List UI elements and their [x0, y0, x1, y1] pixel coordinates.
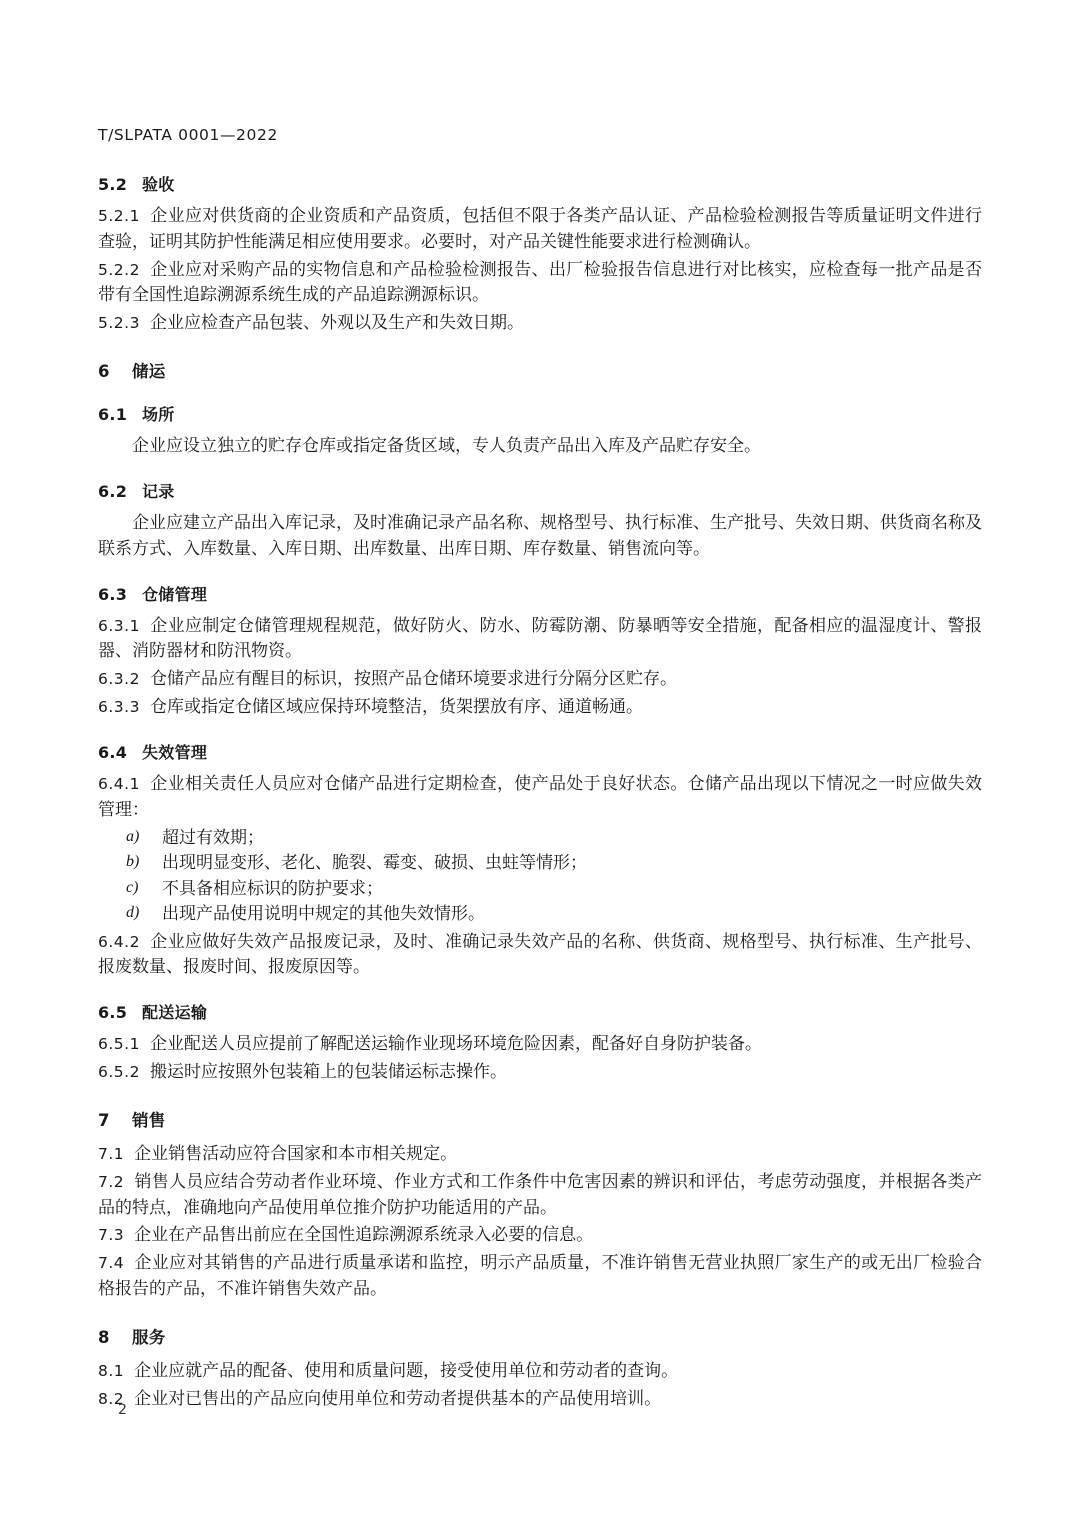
list-item: [98, 825, 982, 851]
failure-conditions-list: [98, 825, 982, 927]
paragraph-text: 仓储产品应有醒目的标识，按照产品仓储环境要求进行分隔分区贮存。: [149, 669, 677, 689]
heading-text: 配送运输: [142, 1003, 208, 1023]
paragraph-text: 企业应做好失效产品报废记录，及时、准确记录失效产品的名称、供货商、规格型号、执行标准、生产批号、报废数量、报废时间、报废原因等。: [98, 931, 982, 977]
paragraph-label: 5.2.1: [98, 207, 140, 225]
heading-6-2: [98, 479, 982, 502]
paragraph-label: 7.3: [98, 1226, 125, 1245]
paragraph-label: 8.1: [98, 1361, 125, 1380]
list-marker: a): [126, 827, 140, 845]
paragraph-label: 6.4.2: [98, 932, 140, 951]
paragraph-6-5-1: [98, 1031, 982, 1057]
paragraph-8-1: [98, 1358, 982, 1384]
paragraph-6-3-2: [98, 666, 982, 692]
heading-number: 6: [98, 362, 110, 382]
paragraph-7-4: [98, 1250, 982, 1302]
paragraph-5-2-1: [98, 203, 982, 255]
paragraph-5-2-2: [98, 257, 982, 309]
paragraph-label: 7.4: [98, 1254, 125, 1273]
paragraph-label: 7.1: [98, 1144, 125, 1163]
heading-text: 记录: [142, 481, 175, 501]
heading-number: 6.1: [98, 405, 128, 425]
heading-number: 8: [98, 1327, 110, 1347]
heading-6-4: [98, 740, 982, 763]
paragraph-6-3-3: [98, 694, 982, 720]
paragraph-8-2: [98, 1386, 982, 1412]
heading-8: [98, 1324, 982, 1348]
paragraph-6-2: 企业应建立产品出入库记录，及时准确记录产品名称、规格型号、执行标准、生产批号、失效日期、供货商名称及联系方式、入库数量、入库日期、出库数量、出库日期、库存数量、销售流向等。: [98, 512, 982, 558]
list-item: [98, 901, 982, 927]
heading-6-1: [98, 402, 982, 425]
paragraph-text: 企业应对其销售的产品进行质量承诺和监控，明示产品质量，不准许销售无营业执照厂家生产的或无出厂检验合格报告的产品，不准许销售失效产品。: [98, 1253, 982, 1299]
heading-5-2: [98, 172, 982, 195]
paragraph-text: 企业销售活动应符合国家和本市相关规定。: [134, 1143, 458, 1163]
heading-number: 6.5: [98, 1003, 128, 1023]
paragraph-text: 企业应对供货商的企业资质和产品资质，包括但不限于各类产品认证、产品检验检测报告等质量证明文件进行查验，证明其防护性能满足相应使用要求。必要时，对产品关键性能要求进行检测确认。: [98, 206, 982, 251]
page-header: T/SLPATA 0001—2022: [98, 126, 278, 144]
paragraph-text: 企业应对采购产品的实物信息和产品检验检测报告、出厂检验报告信息进行对比核实，应检查每一批产品是否带有全国性追踪溯源系统生成的产品追踪溯源标识。: [98, 259, 982, 305]
heading-text: 失效管理: [142, 742, 208, 762]
paragraph-7-1: [98, 1141, 982, 1167]
paragraph-text: 企业应制定仓储管理规程规范，做好防火、防水、防霉防潮、防暴晒等安全措施，配备相应的温湿度计、警报器、消防器材和防汛物资。: [98, 615, 982, 661]
heading-text: 场所: [142, 405, 175, 425]
paragraph-6-4-1: [98, 771, 982, 823]
heading-6: [98, 358, 982, 382]
paragraph-label: 6.3.2: [98, 670, 140, 689]
heading-text: 仓储管理: [142, 584, 208, 604]
paragraph-text: 企业应就产品的配备、使用和质量问题，接受使用单位和劳动者的查询。: [134, 1360, 679, 1380]
heading-number: 6.3: [98, 584, 128, 604]
paragraph-label: 6.3.3: [98, 698, 140, 717]
paragraph-6-3-1: [98, 613, 982, 665]
paragraph-label: 7.2: [98, 1172, 125, 1191]
list-item: [98, 876, 982, 902]
paragraph-text: 搬运时应按照外包装箱上的包装储运标志操作。: [149, 1062, 507, 1082]
paragraph-6-5-2: [98, 1059, 982, 1085]
list-text: 出现明显变形、老化、脆裂、霉变、破损、虫蛀等情形；: [162, 853, 587, 873]
heading-number: 5.2: [98, 175, 128, 194]
list-marker: b): [126, 853, 140, 871]
page-number: 2: [118, 1402, 127, 1418]
paragraph-label: 5.2.3: [98, 314, 140, 333]
paragraph-label: 6.5.1: [98, 1035, 140, 1054]
paragraph-7-2: [98, 1169, 982, 1221]
list-item: [98, 850, 982, 876]
paragraph-label: 6.4.1: [98, 774, 140, 793]
paragraph-text: 企业相关责任人员应对仓储产品进行定期检查，使产品处于良好状态。仓储产品出现以下情况之一时应做失效管理：: [98, 773, 982, 819]
heading-text: 销售: [132, 1110, 166, 1130]
heading-text: 储运: [132, 362, 166, 382]
heading-number: 6.4: [98, 742, 128, 762]
paragraph-label: 5.2.2: [98, 260, 140, 279]
paragraph-7-3: [98, 1222, 982, 1248]
list-text: 超过有效期；: [162, 827, 264, 847]
list-text: 不具备相应标识的防护要求；: [162, 878, 383, 898]
document-body: [98, 126, 982, 1414]
list-text: 出现产品使用说明中规定的其他失效情形。: [162, 904, 485, 924]
list-marker: c): [126, 878, 139, 896]
paragraph-text: 仓库或指定仓储区域应保持环境整洁，货架摆放有序、通道畅通。: [149, 697, 643, 717]
heading-6-3: [98, 582, 982, 605]
heading-6-5: [98, 1000, 982, 1023]
heading-number: 7: [98, 1110, 110, 1130]
paragraph-text: 企业配送人员应提前了解配送运输作业现场环境危险因素，配备好自身防护装备。: [149, 1034, 762, 1054]
paragraph-text: 企业应检查产品包装、外观以及生产和失效日期。: [149, 313, 524, 333]
paragraph-6-1: 企业应设立独立的贮存仓库或指定备货区域，专人负责产品出入库及产品贮存安全。: [132, 436, 761, 456]
paragraph-label: 8.2: [98, 1389, 125, 1408]
list-marker: d): [126, 904, 140, 922]
heading-7: [98, 1107, 982, 1131]
paragraph-text: 企业对已售出的产品应向使用单位和劳动者提供基本的产品使用培训。: [134, 1388, 662, 1408]
heading-text: 服务: [132, 1327, 166, 1347]
paragraph-label: 6.3.1: [98, 616, 140, 635]
paragraph-text: 销售人员应结合劳动者作业环境、作业方式和工作条件中危害因素的辨识和评估，考虑劳动强度，并根据各类产品的特点，准确地向产品使用单位推介防护功能适用的产品。: [98, 1171, 982, 1217]
paragraph-text: 企业在产品售出前应在全国性追踪溯源系统录入必要的信息。: [134, 1225, 594, 1245]
paragraph-label: 6.5.2: [98, 1063, 140, 1082]
paragraph-5-2-3: [98, 310, 982, 336]
paragraph-6-4-2: [98, 929, 982, 981]
heading-text: 验收: [142, 175, 175, 194]
heading-number: 6.2: [98, 481, 128, 501]
